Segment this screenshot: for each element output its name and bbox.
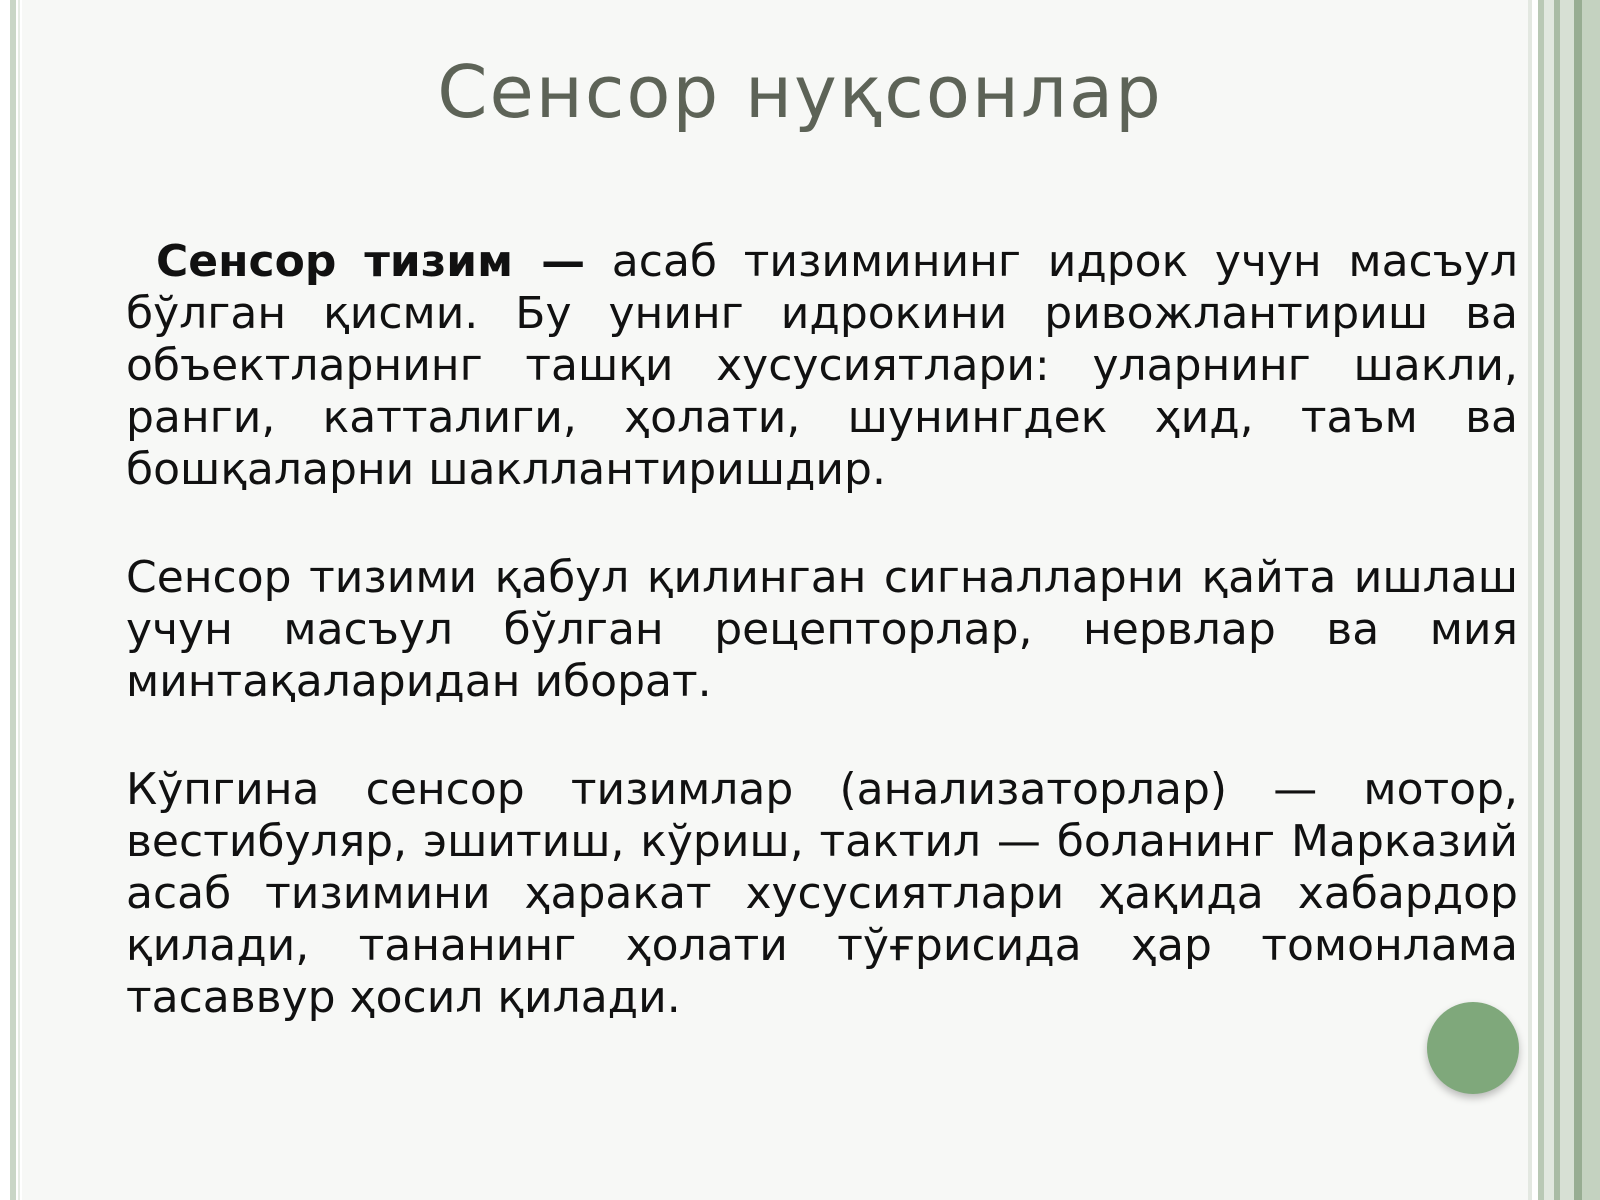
paragraph-3-text: Кўпгина сенсор тизимлар (анализаторлар) — мотор, вестибуляр, эшитиш, кўриш, тактил — боланинг Марказий асаб тизимини ҳаракат хусусиятлари ҳақида хабардор қилади, тананинг ҳолати тўғрисида ҳар томонлама тасаввур ҳосил қилади. bbox=[126, 764, 1518, 1023]
decorative-circle bbox=[1427, 1002, 1519, 1094]
paragraph-2-text: Сенсор тизими қабул қилинган сигналларни қайта ишлаш учун масъул бўлган рецепторлар, нервлар ва мия минтақаларидан иборат. bbox=[126, 552, 1518, 707]
left-frame-inner-stripe bbox=[18, 0, 20, 1200]
paragraph-1-text: асаб тизимининг идрок учун масъул бўлган қисми. Бу унинг идрокини ривожлантириш ва объектларнинг ташқи хусусиятлари: уларнинг шакли, ранги, катталиги, ҳолати, шунингдек ҳид, таъм ва бошқаларни шакллантиришдир. bbox=[126, 236, 1519, 495]
paragraph-3 bbox=[126, 764, 1518, 1024]
paragraph-1 bbox=[126, 236, 1518, 496]
paragraph-2 bbox=[126, 552, 1518, 708]
left-frame-stripe bbox=[10, 0, 16, 1200]
right-decorative-stripes bbox=[1528, 0, 1600, 1200]
slide-title: Сенсор нуқсонлар bbox=[437, 50, 1163, 134]
slide-body bbox=[126, 236, 1518, 1080]
paragraph-1-lead: Сенсор тизим — bbox=[156, 236, 586, 287]
